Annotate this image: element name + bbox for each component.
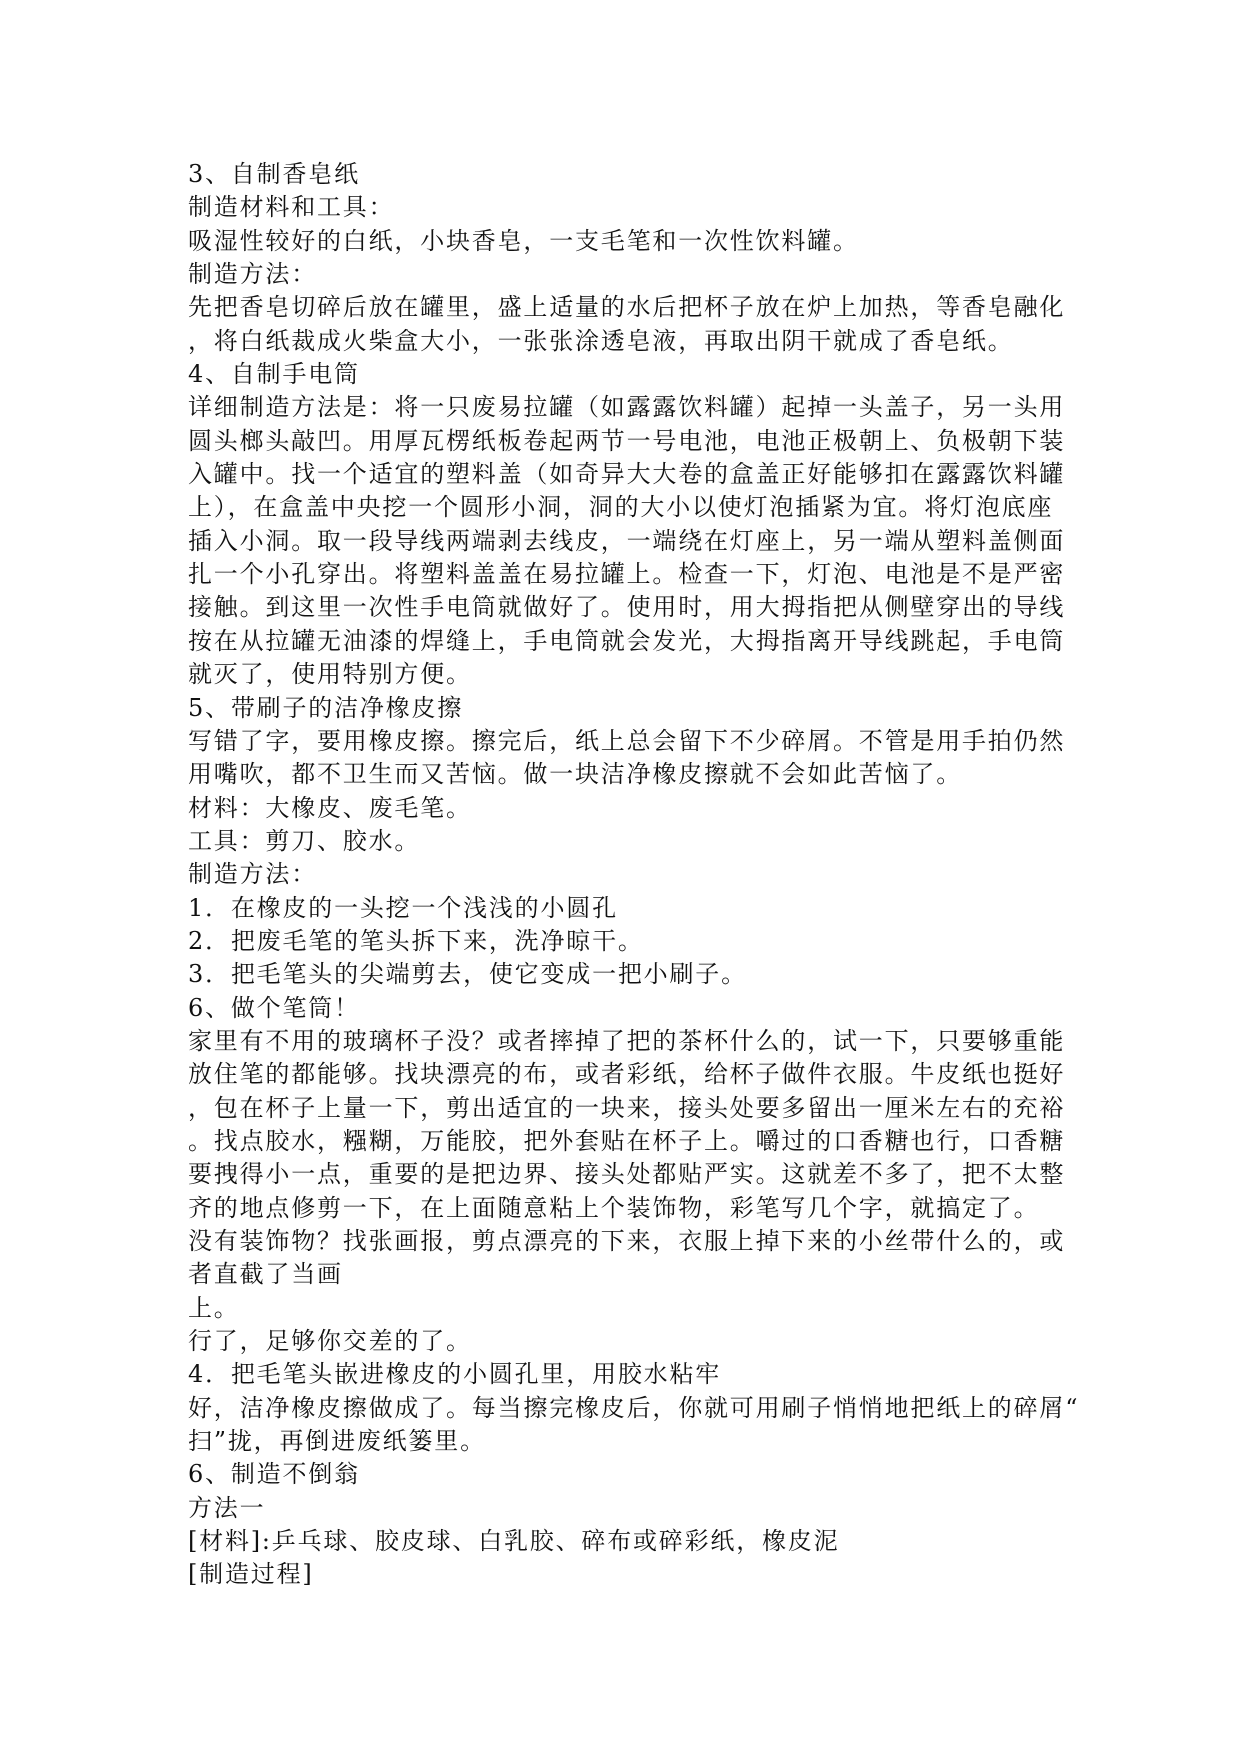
text-line: 先把香皂切碎后放在罐里，盛上适量的水后把杯子放在炉上加热，等香皂融化 — [188, 293, 1066, 322]
text-line: [制造过程] — [188, 1560, 314, 1589]
text-line: 详细制造方法是：将一只废易拉罐（如露露饮料罐）起掉一头盖子，另一头用 — [188, 393, 1066, 422]
text-line: 扫”拢，再倒进废纸篓里。 — [188, 1427, 486, 1456]
text-line: 上。 — [188, 1293, 240, 1322]
document-body — [188, 158, 1080, 1592]
text-line: 2．把废毛笔的笔头拆下来，洗净晾干。 — [188, 926, 644, 955]
text-line: 插入小洞。取一段导线两端剥去线皮，一端绕在灯座上，另一端从塑料盖侧面 — [188, 526, 1066, 555]
text-line: 3、自制香皂纸 — [188, 160, 360, 188]
text-line: 3．把毛笔头的尖端剪去，使它变成一把小刷子。 — [188, 960, 747, 989]
text-line: 用嘴吹，都不卫生而又苦恼。做一块洁净橡皮擦就不会如此苦恼了。 — [188, 760, 962, 789]
text-line: 方法一 — [188, 1493, 266, 1522]
text-line: 入罐中。找一个适宜的塑料盖（如奇异大大卷的盒盖正好能够扣在露露饮料罐 — [188, 460, 1066, 489]
text-line: 没有装饰物？找张画报，剪点漂亮的下来，衣服上掉下来的小丝带什么的，或 — [188, 1227, 1066, 1255]
text-line: 行了，足够你交差的了。 — [188, 1327, 472, 1356]
text-line: 5、带刷子的洁净橡皮擦 — [188, 693, 464, 722]
text-line: ，包在杯子上量一下，剪出适宜的一块来，接头处要多留出一厘米左右的充裕 — [188, 1093, 1066, 1122]
text-line: 制造方法： — [188, 260, 317, 289]
text-line: 。找点胶水，糨糊，万能胶，把外套贴在杯子上。嚼过的口香糖也行，口香糖 — [188, 1126, 1066, 1155]
text-line: 扎一个小孔穿出。将塑料盖盖在易拉罐上。检查一下，灯泡、电池是不是严密 — [188, 560, 1066, 589]
text-line: 制造材料和工具： — [188, 193, 395, 222]
text-line: 6、制造不倒翁 — [188, 1460, 360, 1489]
text-line: 吸湿性较好的白纸，小块香皂，一支毛笔和一次性饮料罐。 — [188, 226, 859, 255]
text-line: 材料：大橡皮、废毛笔。 — [188, 793, 472, 822]
text-line: 接触。到这里一次性手电筒就做好了。使用时，用大拇指把从侧壁穿出的导线 — [188, 593, 1066, 622]
text-line: ，将白纸裁成火柴盒大小，一张张涂透皂液，再取出阴干就成了香皂纸。 — [188, 326, 1014, 355]
text-line: 者直截了当画 — [188, 1260, 343, 1289]
text-line: 圆头榔头敲凹。用厚瓦楞纸板卷起两节一号电池，电池正极朝上、负极朝下装 — [188, 426, 1066, 455]
text-line: 上），在盒盖中央挖一个圆形小洞，洞的大小以使灯泡插紧为宜。将灯泡底座 — [188, 493, 1054, 522]
text-line: [材料]:乒乓球、胶皮球、白乳胶、碎布或碎彩纸，橡皮泥 — [188, 1527, 840, 1556]
text-line: 齐的地点修剪一下，在上面随意粘上个装饰物，彩笔写几个字，就搞定了。 — [188, 1193, 1040, 1222]
text-line: 工具：剪刀、胶水。 — [188, 826, 421, 855]
text-line: 制造方法： — [188, 860, 317, 889]
text-line: 6、做个笔筒！ — [188, 993, 360, 1022]
text-line: 1．在橡皮的一头挖一个浅浅的小圆孔 — [188, 893, 618, 922]
text-line: 写错了字，要用橡皮擦。擦完后，纸上总会留下不少碎屑。不管是用手拍仍然 — [188, 726, 1066, 755]
text-line: 要拽得小一点，重要的是把边界、接头处都贴严实。这就差不多了，把不太整 — [188, 1160, 1066, 1189]
text-line: 4、自制手电筒 — [188, 360, 360, 389]
text-line: 按在从拉罐无油漆的焊缝上，手电筒就会发光，大拇指离开导线跳起，手电筒 — [188, 626, 1066, 655]
text-line: 好，洁净橡皮擦做成了。每当擦完橡皮后，你就可用刷子悄悄地把纸上的碎屑“ — [188, 1393, 1080, 1422]
text-line: 放住笔的都能够。找块漂亮的布，或者彩纸，给杯子做件衣服。牛皮纸也挺好 — [188, 1060, 1066, 1089]
text-line: 就灭了，使用特别方便。 — [188, 660, 472, 689]
text-line: 4．把毛笔头嵌进橡皮的小圆孔里，用胶水粘牢 — [188, 1360, 722, 1389]
text-line: 家里有不用的玻璃杯子没？或者摔掉了把的茶杯什么的，试一下，只要够重能 — [188, 1026, 1066, 1055]
